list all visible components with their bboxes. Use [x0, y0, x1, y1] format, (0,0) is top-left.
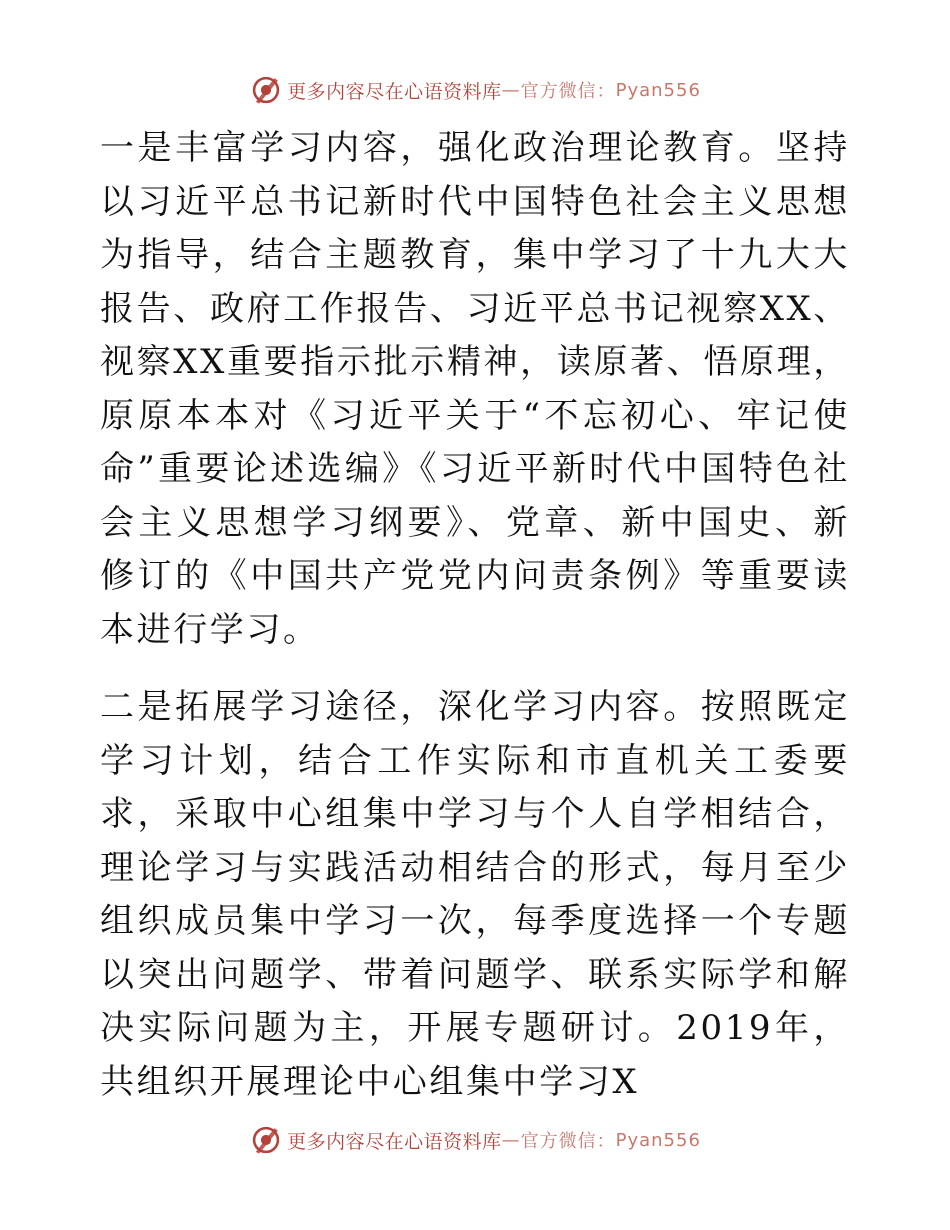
watermark-main-text: 更多内容尽在心语资料库	[287, 1130, 502, 1153]
watermark-separator: —	[501, 79, 521, 101]
watermark-account: Pyan556	[615, 1129, 701, 1151]
footer-watermark	[0, 1120, 950, 1160]
pen-logo-icon	[249, 1123, 283, 1157]
paragraph-1: 一是丰富学习内容，强化政治理论教育。坚持以习近平总书记新时代中国特色社会主义思想为指导，结合主题教育，集中学习了十九大大报告、政府工作报告、习近平总书记视察XX、视察XX重要指示批示精神，读原著、悟原理，原原本本对《习近平关于“不忘初心、牢记使命”重要论述选编》《习近平新时代中国特色社会主义思想学习纲要》、党章、新中国史、新修订的《中国共产党党内问责条例》等重要读本进行学习。	[100, 128, 850, 650]
document-body	[100, 122, 850, 1109]
watermark-account: Pyan556	[615, 79, 701, 101]
watermark-sub-text: 官方微信：	[520, 81, 616, 102]
pen-logo-icon	[249, 73, 283, 107]
watermark-separator: —	[501, 1129, 521, 1151]
header-watermark	[0, 70, 950, 110]
watermark-sub-text: 官方微信：	[520, 1131, 616, 1152]
watermark-main-text: 更多内容尽在心语资料库	[287, 80, 502, 103]
paragraph-2: 二是拓展学习途径，深化学习内容。按照既定学习计划，结合工作实际和市直机关工委要求，采取中心组集中学习与个人自学相结合，理论学习与实践活动相结合的形式，每月至少组织成员集中学习一次，每季度选择一个专题以突出问题学、带着问题学、联系实际学和解决实际问题为主，开展专题研讨。2019年，共组织开展理论中心组集中学习X	[100, 687, 850, 1102]
